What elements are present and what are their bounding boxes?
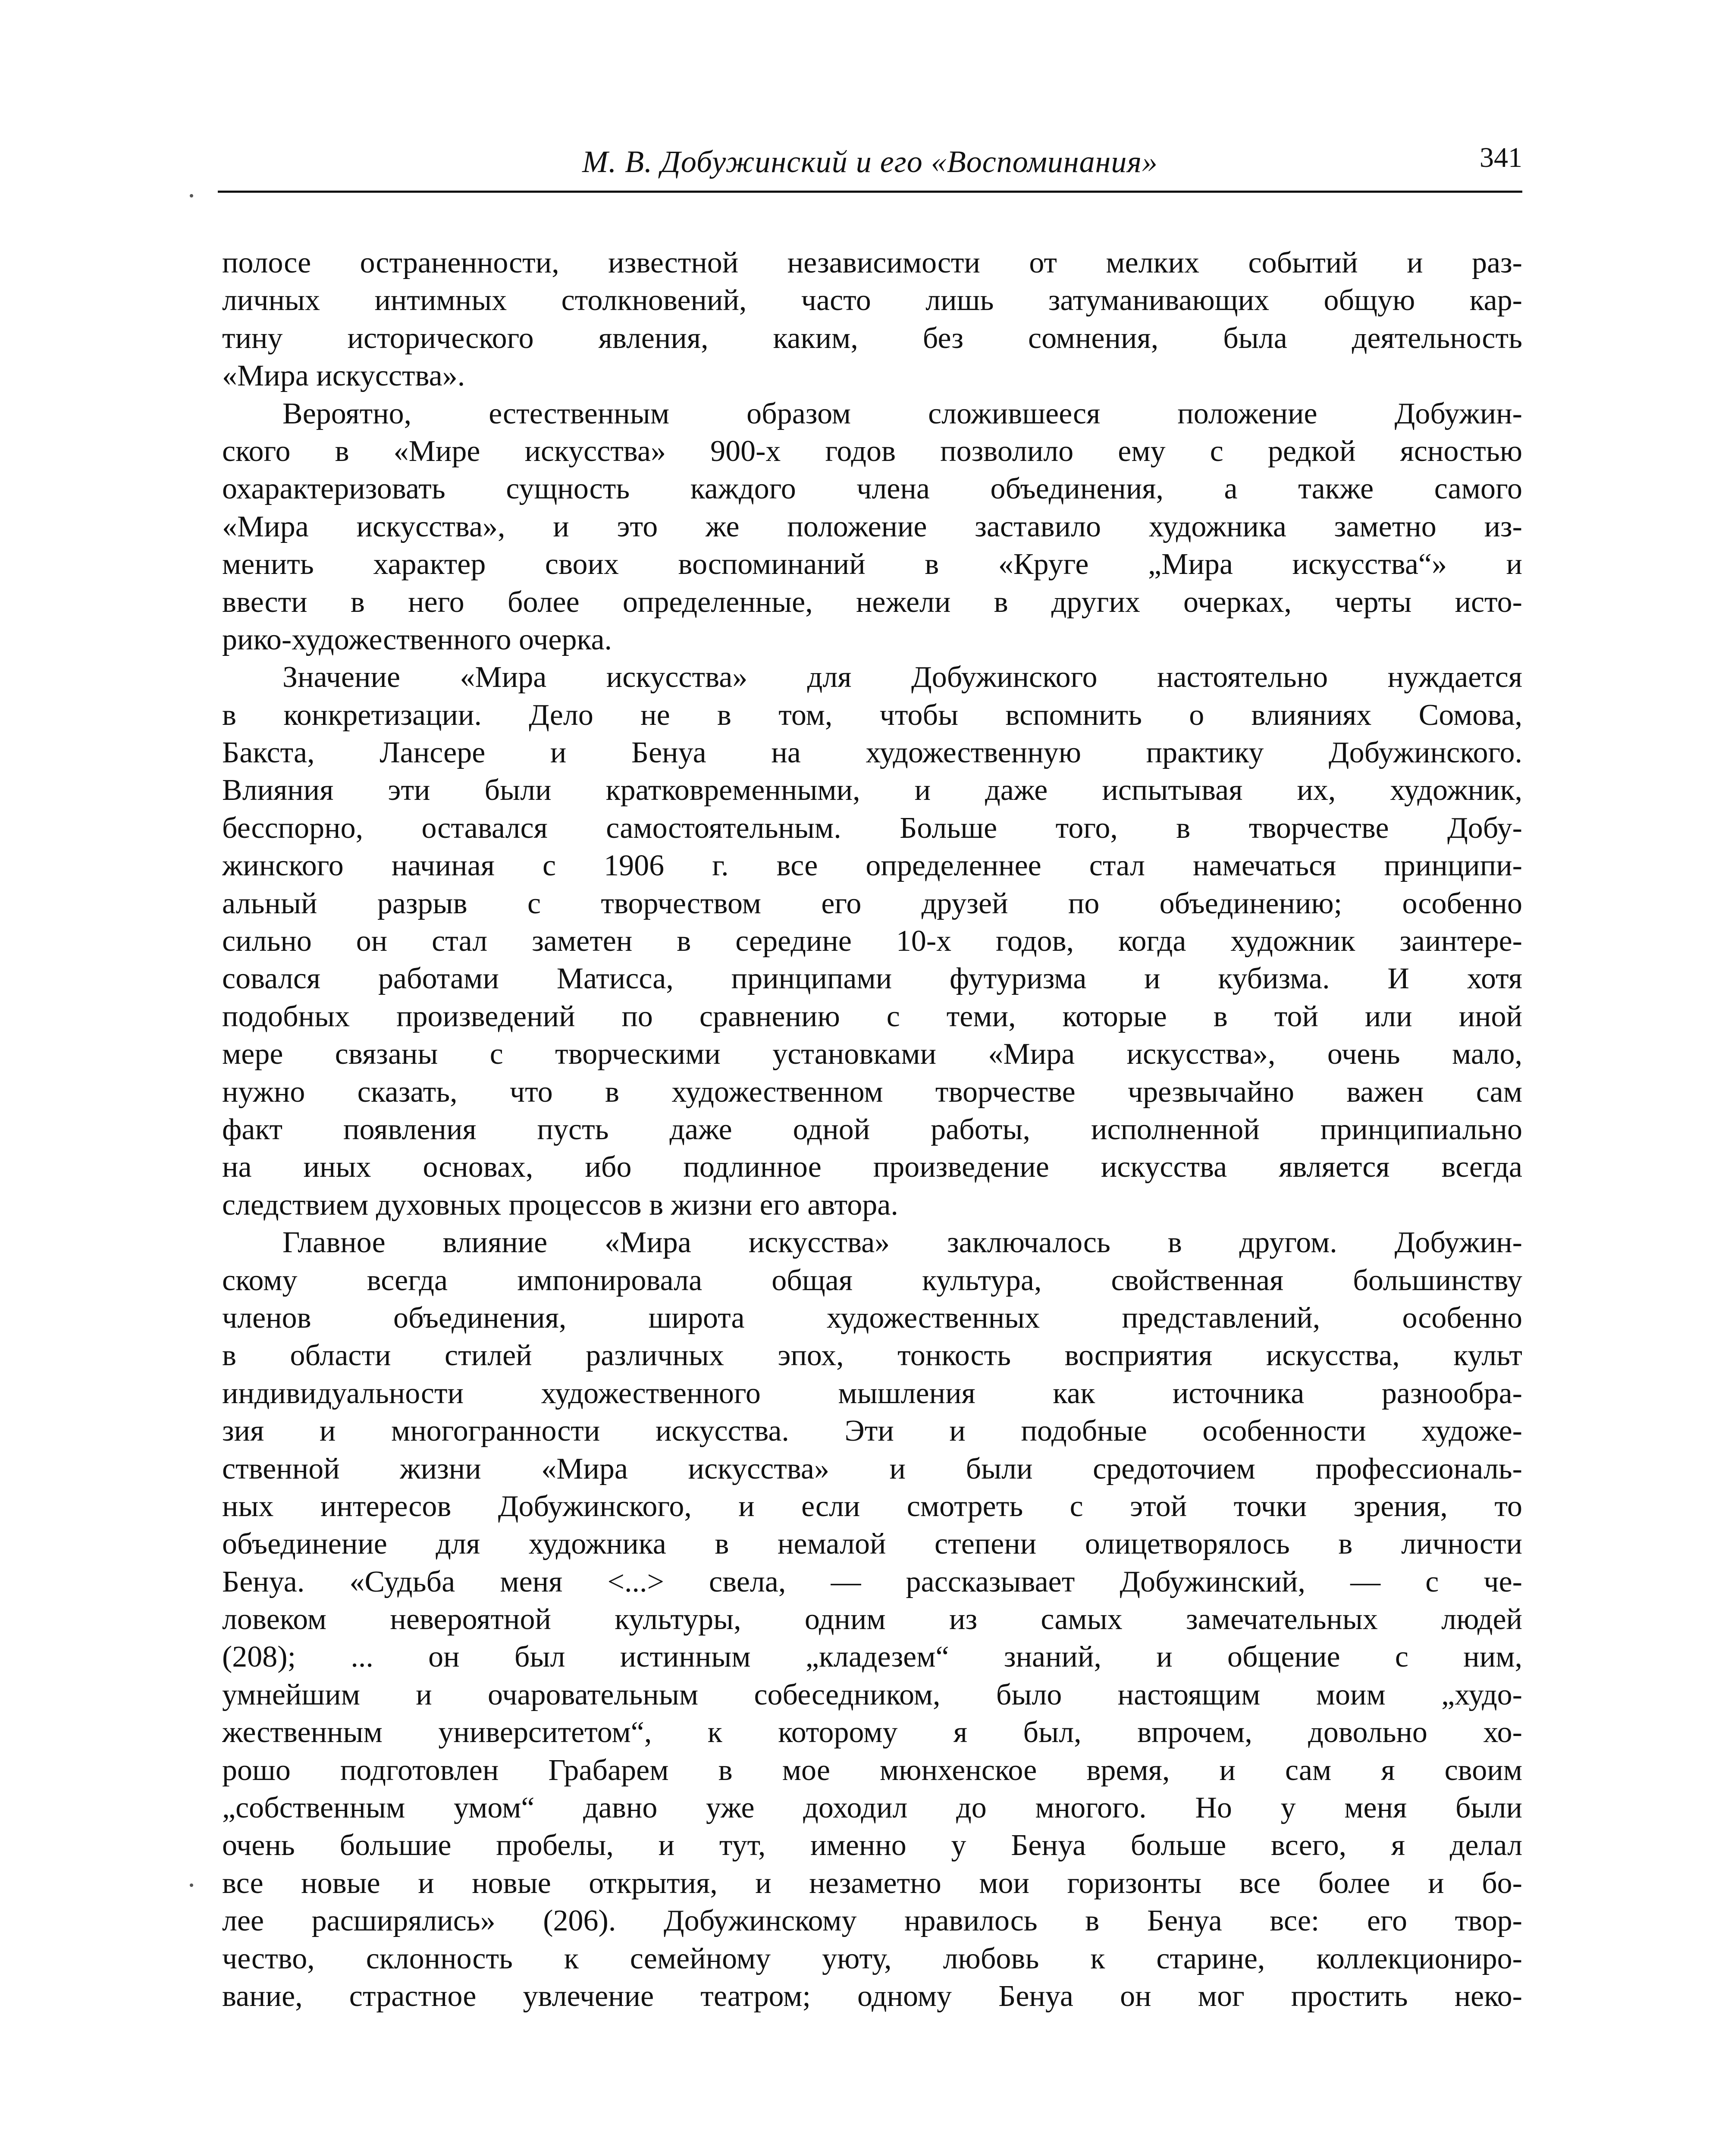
paragraph bbox=[222, 658, 1522, 1224]
text-line: ных интересов Добужинского, и если смотреть с этой точки зрения, то bbox=[222, 1489, 1522, 1523]
text-line: скому всегда импонировала общая культура, свойственная большинству bbox=[222, 1263, 1522, 1297]
text-line: ввести в него более определенные, нежели в других очерках, черты исто- bbox=[222, 585, 1522, 619]
text-line: (208); ... он был истинным „кладезем“ знаний, и общение с ним, bbox=[222, 1640, 1522, 1674]
text-line: рико-художественного очерка. bbox=[222, 623, 612, 656]
text-line: Бакста, Лансере и Бенуа на художественную практику Добужинского. bbox=[222, 736, 1522, 770]
text-line: жественным университетом“, к которому я был, впрочем, довольно хо- bbox=[222, 1716, 1522, 1749]
scan-speck bbox=[190, 1883, 193, 1887]
text-line: зия и многогранности искусства. Эти и подобные особенности художе- bbox=[222, 1414, 1522, 1448]
page-number: 341 bbox=[1480, 142, 1522, 173]
text-line: членов объединения, широта художественных представлений, особенно bbox=[222, 1301, 1522, 1335]
text-line: Бенуа. «Судьба меня <...> свела, — рассказывает Добужинский, — с че- bbox=[222, 1565, 1522, 1598]
text-line: индивидуальности художественного мышления как источника разнообра- bbox=[222, 1376, 1522, 1410]
text-line: рошо подготовлен Грабарем в мое мюнхенское время, и сам я своим bbox=[222, 1753, 1522, 1787]
text-line: подобных произведений по сравнению с теми, которые в той или иной bbox=[222, 1000, 1522, 1033]
paragraph bbox=[222, 395, 1522, 659]
text-line: Главное влияние «Мира искусства» заключалось в другом. Добужин- bbox=[282, 1226, 1522, 1260]
text-line: Вероятно, естественным образом сложившееся положение Добужин- bbox=[282, 397, 1522, 430]
text-line: очень большие пробелы, и тут, именно у Бенуа больше всего, я делал bbox=[222, 1829, 1522, 1862]
text-line: ственной жизни «Мира искусства» и были средоточием профессиональ- bbox=[222, 1452, 1522, 1485]
text-line: объединение для художника в немалой степени олицетворялось в личности bbox=[222, 1527, 1522, 1561]
text-line: ловеком невероятной культуры, одним из самых замечательных людей bbox=[222, 1603, 1522, 1636]
text-line: умнейшим и очаровательным собеседником, было настоящим моим „худо- bbox=[222, 1678, 1522, 1711]
running-header bbox=[218, 137, 1522, 185]
scan-speck bbox=[190, 194, 193, 197]
text-line: полосе остраненности, известной независимости от мелких событий и раз- bbox=[222, 246, 1522, 279]
text-line: менить характер своих воспоминаний в «Круге „Мира искусства“» и bbox=[222, 548, 1522, 581]
text-line: мере связаны с творческими установками «Мира искусства», очень мало, bbox=[222, 1037, 1522, 1071]
text-line: лее расширялись» (206). Добужинскому нравилось в Бенуа все: его твор- bbox=[222, 1904, 1522, 1938]
text-line: альный разрыв с творчеством его друзей по объединению; особенно bbox=[222, 887, 1522, 920]
text-line: личных интимных столкновений, часто лишь затуманивающих общую кар- bbox=[222, 284, 1522, 317]
text-line: жинского начиная с 1906 г. все определеннее стал намечаться принципи- bbox=[222, 849, 1522, 883]
text-line: чество, склонность к семейному уюту, любовь к старине, коллекциониро- bbox=[222, 1942, 1522, 1975]
paragraph bbox=[222, 1224, 1522, 2015]
text-line: следствием духовных процессов в жизни его автора. bbox=[222, 1188, 898, 1222]
text-line: в конкретизации. Дело не в том, чтобы вспомнить о влияниях Сомова, bbox=[222, 698, 1522, 732]
text-line: „собственным умом“ давно уже доходил до многого. Но у меня были bbox=[222, 1791, 1522, 1825]
text-line: все новые и новые открытия, и незаметно мои горизонты все более и бо- bbox=[222, 1866, 1522, 1900]
text-line: Влияния эти были кратковременными, и даже испытывая их, художник, bbox=[222, 774, 1522, 807]
text-line: нужно сказать, что в художественном творчестве чрезвычайно важен сам bbox=[222, 1075, 1522, 1109]
text-line: сильно он стал заметен в середине 10-х годов, когда художник заинтере- bbox=[222, 924, 1522, 958]
text-line: Значение «Мира искусства» для Добужинского настоятельно нуждается bbox=[282, 661, 1522, 694]
text-line: вание, страстное увлечение театром; одному Бенуа он мог простить неко- bbox=[222, 1979, 1522, 2013]
running-title: М. В. Добужинский и его «Воспоминания» bbox=[582, 144, 1158, 179]
text-line: «Мира искусства». bbox=[222, 359, 465, 393]
text-line: тину исторического явления, каким, без сомнения, была деятельность bbox=[222, 321, 1522, 355]
text-line: факт появления пусть даже одной работы, исполненной принципиально bbox=[222, 1112, 1522, 1146]
header-rule bbox=[218, 191, 1522, 193]
body-text bbox=[222, 244, 1522, 2015]
text-line: ского в «Мире искусства» 900-х годов позволило ему с редкой ясностью bbox=[222, 434, 1522, 468]
paragraph bbox=[222, 244, 1522, 395]
text-line: «Мира искусства», и это же положение заставило художника заметно из- bbox=[222, 510, 1522, 543]
text-line: на иных основах, ибо подлинное произведение искусства является всегда bbox=[222, 1150, 1522, 1184]
text-line: охарактеризовать сущность каждого члена объединения, а также самого bbox=[222, 472, 1522, 506]
text-line: в области стилей различных эпох, тонкость восприятия искусства, культ bbox=[222, 1339, 1522, 1373]
text-line: бесспорно, оставался самостоятельным. Больше того, в творчестве Добу- bbox=[222, 811, 1522, 845]
text-line: совался работами Матисса, принципами футуризма и кубизма. И хотя bbox=[222, 962, 1522, 996]
